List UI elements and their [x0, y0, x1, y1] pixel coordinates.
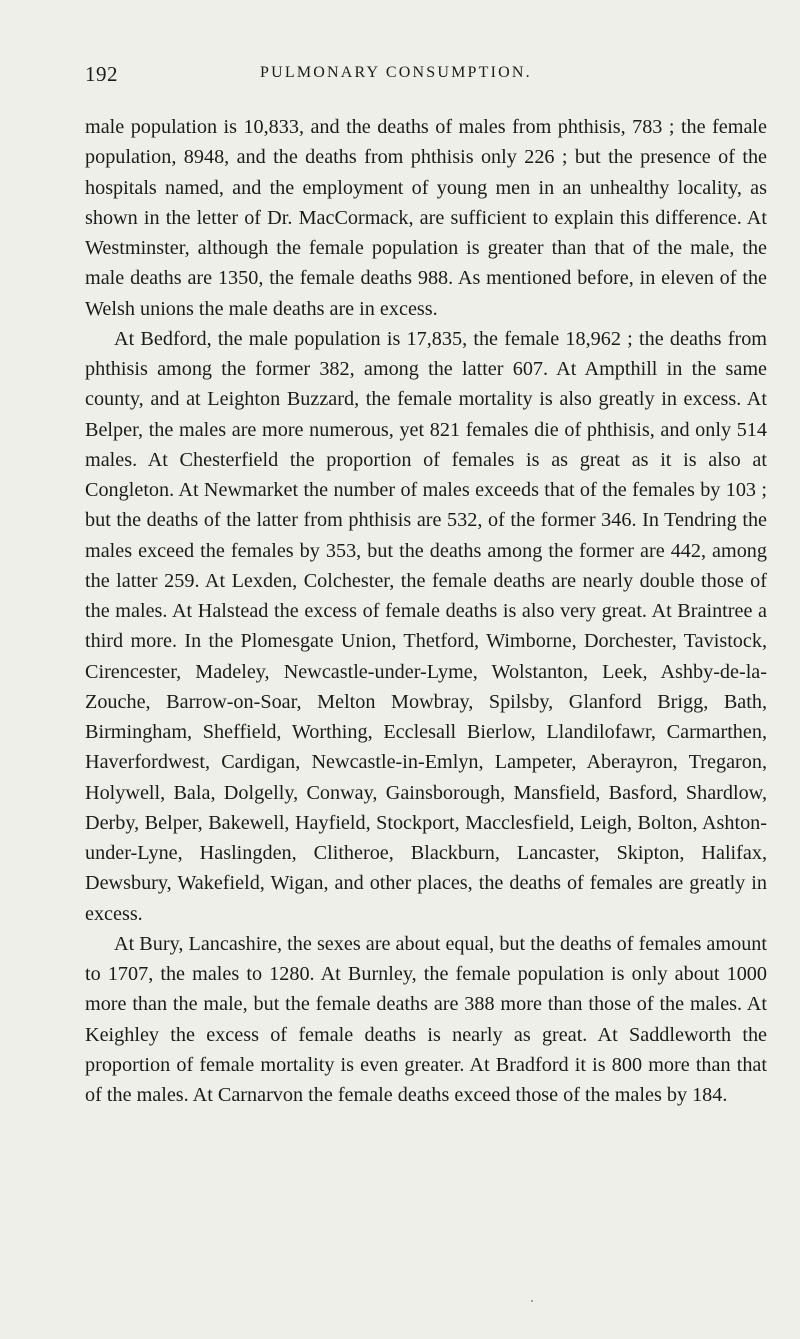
- paragraph-bedford: At Bedford, the male population is 17,835, the female 18,962 ; the deaths from phthisis among the former 382, among the latter 607. At Ampthill in the same county, and at Leighton Buzzard, the female mortality is also greatly in excess. At Belper, the males are more numerous, yet 821 females die of phthisis, and only 514 males. At Chesterfield the proportion of females is as great as it is also at Congleton. At Newmarket the number of males exceeds that of the females by 103 ; but the deaths of the latter from phthisis are 532, of the former 346. In Tendring the males exceed the females by 353, but the deaths among the former are 442, among the latter 259. At Lexden, Colchester, the female deaths are nearly double those of the males. At Halstead the excess of female deaths is also very great. At Braintree a third more. In the Plomesgate Union, Thetford, Wimborne, Dorchester, Tavistock, Cirencester, Madeley, Newcastle-under-Lyme, Wolstanton, Leek, Ashby-de-la-Zouche, Barrow-on-Soar, Melton Mowbray, Spilsby, Glanford Brigg, Bath, Birmingham, Sheffield, Worthing, Ecclesall Bierlow, Llandilofawr, Carmarthen, Haverfordwest, Cardigan, Newcastle-in-Emlyn, Lampeter, Aberayron, Tregaron, Holywell, Bala, Dolgelly, Conway, Gainsborough, Mansfield, Basford, Shardlow, Derby, Belper, Bakewell, Hayfield, Stockport, Macclesfield, Leigh, Bolton, Ashton-under-Lyne, Haslingden, Clitheroe, Blackburn, Lancaster, Skipton, Halifax, Dewsbury, Wakefield, Wigan, and other places, the deaths of females are greatly in excess.: [85, 327, 767, 925]
- paragraph-continued: male population is 10,833, and the deaths of males from phthisis, 783 ; the female population, 8948, and the deaths from phthisis only 226 ; but the presence of the hospitals named, and the employment of young men in an unhealthy locality, as shown in the letter of Dr. MacCormack, are sufficient to explain this difference. At Westminster, although the female population is greater than that of the male, the male deaths are 1350, the female deaths 988. As mentioned before, in eleven of the Welsh unions the male deaths are in excess.: [85, 116, 767, 320]
- running-title: PULMONARY CONSUMPTION.: [260, 64, 532, 81]
- paper-speck: [531, 1300, 533, 1302]
- body-text: [85, 112, 767, 1110]
- page-header: [85, 62, 765, 92]
- page-number: 192: [85, 62, 118, 86]
- paragraph-bury: At Bury, Lancashire, the sexes are about equal, but the deaths of females amount to 1707, the males to 1280. At Burnley, the female population is only about 1000 more than the male, but the female deaths are 388 more than those of the males. At Keighley the excess of female deaths is nearly as great. At Saddleworth the proportion of female mortality is even greater. At Bradford it is 800 more than that of the males. At Carnarvon the female deaths exceed those of the males by 184.: [85, 932, 767, 1106]
